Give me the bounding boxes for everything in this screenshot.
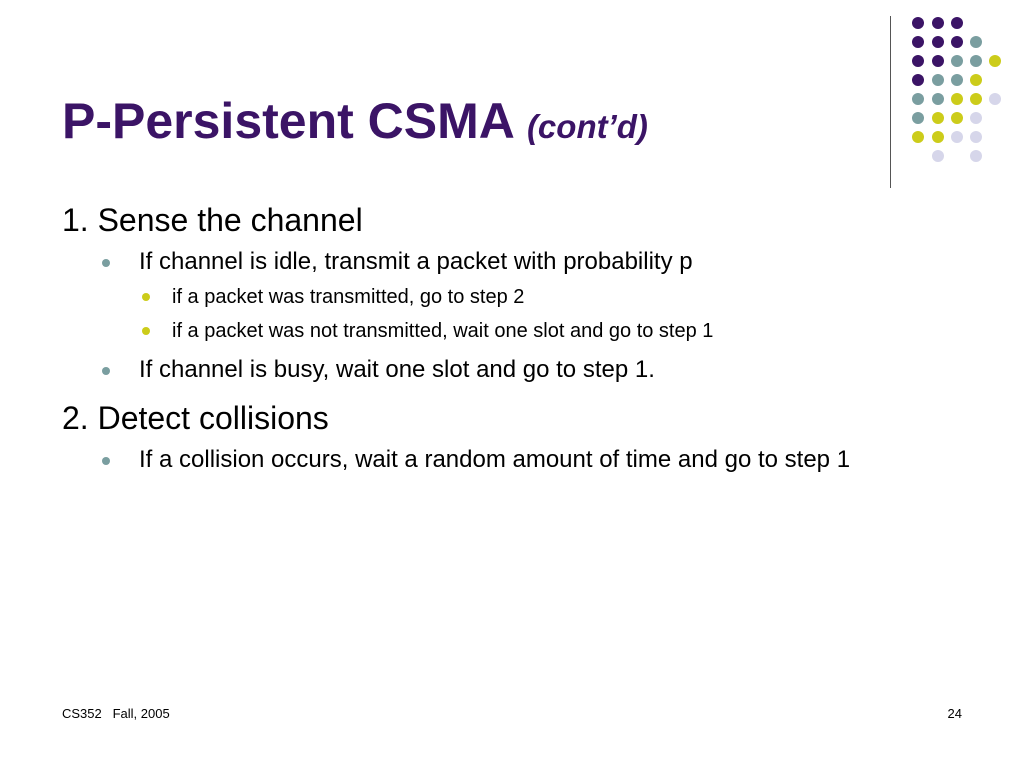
slide-title [62,86,648,162]
divider-line [890,16,891,188]
step1-heading: 1. Sense the channel [62,202,363,238]
step1-bullet-idle-text: If channel is idle, transmit a packet with probability p [139,248,693,275]
step1-sub-transmitted [62,282,972,312]
step1-bullet-busy-text: If channel is busy, wait one slot and go to step 1. [139,356,655,383]
step1-bullet-idle [62,246,972,278]
step2-bullet-collision [62,444,972,476]
bullet-dot-icon [102,457,110,465]
bullet-dot-icon [102,367,110,375]
slide-title-main: P-Persistent CSMA [62,93,514,149]
step1-sub-transmitted-text: if a packet was transmitted, go to step 2 [172,286,525,308]
slide-title-suffix: (cont’d) [526,108,648,145]
bullet-dot-icon [102,259,110,267]
sub-bullet-dot-icon [142,293,150,301]
step1-bullet-busy [62,354,972,386]
footer-page-number: 24 [947,706,962,721]
step2-heading: 2. Detect collisions [62,400,329,436]
footer-course: CS352 Fall, 2005 [62,706,170,721]
step1-sub-not-transmitted-text: if a packet was not transmitted, wait one slot and go to step 1 [172,320,714,342]
step1-sub-not-transmitted [62,316,972,346]
step2-bullet-collision-text: If a collision occurs, wait a random amount of time and go to step 1 [139,446,851,473]
sub-bullet-dot-icon [142,327,150,335]
slide-body [62,200,972,476]
